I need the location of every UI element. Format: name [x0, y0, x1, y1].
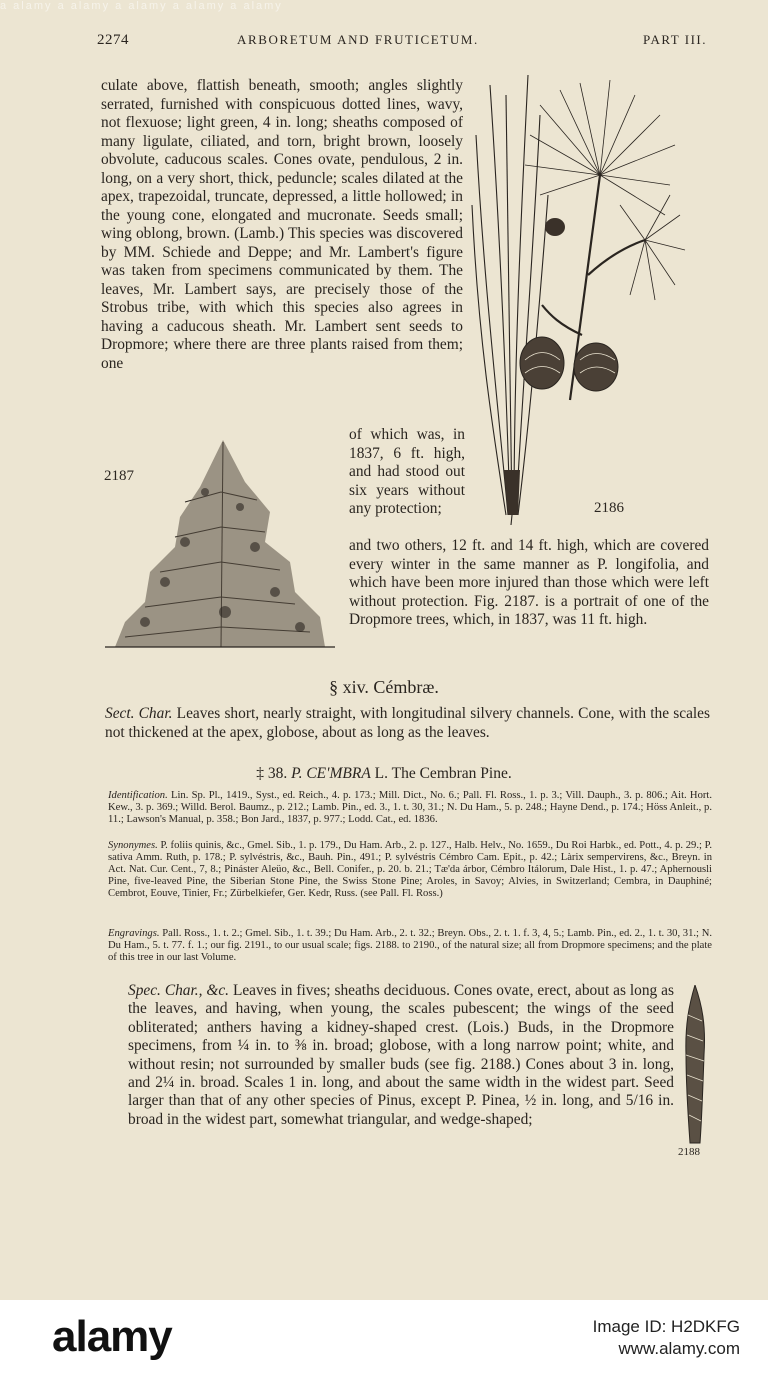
identification-block: Identification. Lin. Sp. Pl., 1419., Syst., ed. Reich., 4. p. 173.; Mill. Dict., No. 6.; Pall. Fl. Ross., 1. p. 3.; Vill. Dauph., 3. p. 806.; Ait. Hort. Kew., 3. p. 369.; Willd. Berol. Baumz., p. 212.; Lamb. Pin., ed. 3., 1. t. 30, 31.; N. Du Ham., 5. p. 248.; Hayne Dend., p. 174.; Höss Anleit., p. 11.; Lawson's Manual, p. 358.; Bon Jard., 1837, p. 977.; Lodd. Cat., ed. 1836. — [108, 790, 712, 825]
engravings-block: Engravings. Pall. Ross., 1. t. 2.; Gmel. Sib., 1. t. 39.; Du Ham. Arb., 2. t. 32.; Breyn. Obs., 2. t. 1. f. 3, 4, 5.; Lamb. Pin., ed. 2., 1. t. 30, 31.; N. Du Ham., 5. t. 77. f. 1.; our fig. 2191., to our usual scale; figs. 2188. to 2190., of the natural size; all from Dropmore specimens; and the plate of this tree in our last Volume. — [108, 928, 712, 963]
paragraph-mid: of which was, in 1837, 6 ft. high, and had stood out six years without any protection; — [349, 426, 465, 517]
image-id-block: Image ID: H2DKFG www.alamy.com — [592, 1317, 740, 1358]
species-heading: ‡ 38. P. CE'MBRA L. The Cembran Pine. — [256, 765, 512, 782]
fig-2186-label: 2186 — [594, 500, 624, 516]
page-number: 2274 — [97, 32, 129, 48]
part-label: PART III. — [642, 32, 707, 47]
alamy-logo: alamy — [52, 1312, 172, 1361]
fig-2188-label: 2188 — [678, 1146, 700, 1158]
watermark-strip: a alamy a alamy a alamy a alamy a alamy — [0, 0, 283, 12]
species-character: Spec. Char., &c. Leaves in fives; sheaths deciduous. Cones ovate, erect, about as long as the leaves, and having, when young, the scales pubescent; the wings of the seed obliterated; anthers having a kidney-shaped crest. (Lois.) Buds, in the Dropmore specimens, from ¼ in. to ⅜ in. broad; globose, with a long narrow point; white, and without resin; not surrounded by smaller buds (see fig. 2188.) Cones about 3 in. long, and 2¼ in. broad. Scales 1 in. long, and about the same width in the widest part. Seed larger than that of any other species of Pinus, except P. Pinea, ½ in. long, and 5/16 in. broad in the widest part, somewhat triangular, and wedge-shaped; — [128, 982, 674, 1128]
paragraph-top: culate above, flattish beneath, smooth; angles slightly serrated, furnished with conspicuous dotted lines, wavy, not flexuose; light green, 4 in. long; sheaths composed of many ligulate, ciliated, and torn, bright brown, loosely obvolute, caducous scales. Cones ovate, pendulous, 2 in. long, on a very short, thick, peduncle; scales dilated at the apex, trapezoidal, truncate, depressed, a little hollowed; in the young cone, elongated and mucronate. Seeds small; wing oblong, brown. (Lamb.) This species was discovered by MM. Schiede and Deppe; and Mr. Lambert's figure was taken from specimens communicated by them. The leaves, Mr. Lambert says, are precisely those of the Strobus tribe, with which this species also agrees in having a caducous sheath. Mr. Lambert sent seeds to Dropmore; where there are three plants raised from them; one — [101, 77, 463, 372]
fig-2187-pine-tree — [105, 432, 335, 662]
section-character: Sect. Char. Leaves short, nearly straight, with longitudinal silvery channels. Cone, with the scales not thickened at the apex, globose, about as long as the leaves. — [105, 705, 710, 741]
fig-2187-label: 2187 — [104, 468, 134, 484]
section-title: § xiv. Cémbræ. — [329, 677, 439, 697]
fig-2186-pine-branch — [470, 75, 690, 525]
paragraph-mid2: and two others, 12 ft. and 14 ft. high, which are covered every winter in the same manner as P. longifolia, and which have been more injured than those which were left without protection. Fig. 2187. is a portrait of one of the Dropmore trees, which, in 1837, was 11 ft. high. — [349, 537, 709, 628]
page-header — [97, 32, 707, 56]
fig-2188-bud — [680, 985, 710, 1145]
running-title: ARBORETUM AND FRUTICETUM. — [237, 32, 479, 47]
synonymes-block: Synonymes. P. foliis quinis, &c., Gmel. Sib., 1. p. 179., Du Ham. Arb., 2. p. 127., Halb. Helv., No. 1659., Du Roi Harbk., ed. Pott., 4. p. 29.; P. sativa Amm. Ruth, p. 178.; P. sylvéstris, &c., Bauh. Pin., 491.; P. sylvéstris Cémbro Cam. Epit., p. 42.; Làrix sempervirens, &c., Breyn. in Act. Nat. Cur. Cent., 7, 8.; Pináster Aleüo, &c., Bell. Conifer., p. 20. b. 21.; Tæ'da árbor, Cémbro Itálorum, Dale Hist., 1. p. 47.; Aphernousli Pine, five-leaved Pine, the Siberian Stone Pine, the Swiss Stone Pine; Aroles, in Savoy; Alvies, in Switzerland; Cembra, in Dauphiné; Cembrot, Eouve, Tinier, Fr.; Zürbelkiefer, Ger. Kedr, Russ. (see Pall. Fl. Ross.) — [108, 840, 713, 899]
